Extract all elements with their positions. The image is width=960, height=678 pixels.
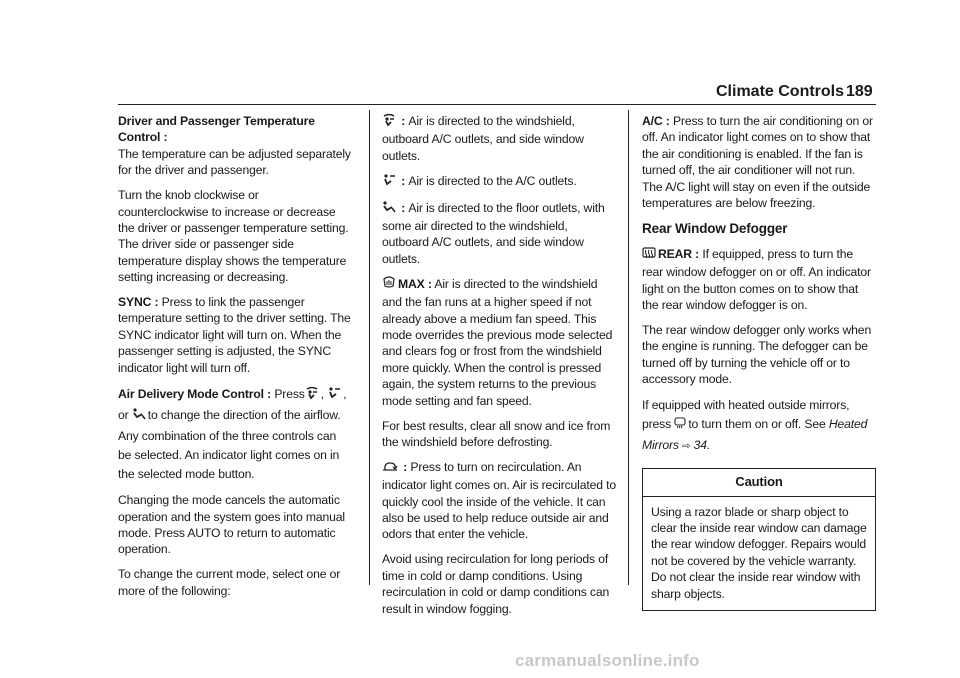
paragraph: For best results, clear all snow and ice from the windshield before defrosting. bbox=[382, 418, 611, 449]
caution-title: Caution bbox=[643, 469, 875, 496]
paragraph: The rear window defogger only works when the engine is running. The defogger can be turned off by turning the vehicle off or to accessory mode. bbox=[642, 322, 872, 387]
defrost-vent-mode-icon bbox=[305, 386, 319, 406]
paragraph: Driver and Passenger Temperature Control : The temperature can be adjusted separately for the driver and passenger. bbox=[118, 114, 351, 178]
cross-reference-link[interactable]: Heated Mirrors bbox=[642, 417, 868, 453]
paragraph: : Air is directed to the windshield, outboard A/C outlets, and side window outlets. bbox=[382, 114, 584, 163]
paragraph: : Air is directed to the floor outlets, with some air directed to the windshield, outboard A/C outlets, and side window outlets. bbox=[382, 200, 605, 266]
paragraph: Changing the mode cancels the automatic operation and the system goes into manual mode. Press AUTO to return to automatic operation. bbox=[118, 493, 345, 557]
paragraph: If equipped with heated outside mirrors, press to turn them on or off. See Heated Mirrors ⇨ 34. bbox=[642, 398, 868, 453]
column-divider bbox=[628, 110, 629, 585]
floor-mode-icon bbox=[132, 407, 146, 427]
recirculation-icon bbox=[382, 460, 398, 477]
section-title: Climate Controls bbox=[716, 83, 845, 100]
paragraph: MAX : Air is directed to the windshield and the fan runs at a higher speed if not already above a medium fan speed. This mode overrides the previous mode selected and clears fog or frost from the windshield more quickly. When the control is pressed again, the system returns to the previous mode setting and fan speed. bbox=[382, 276, 613, 408]
header-rule bbox=[118, 104, 876, 105]
watermark: carmanualsonline.info bbox=[515, 651, 700, 670]
column-3 bbox=[642, 113, 876, 611]
paragraph: A/C : Press to turn the air conditioning on or off. An indicator light comes on to show that the air conditioning is enabled. If the fan is turned off, the air conditioner will not run. The A/C light will stay on even if the outside temperatures are below freezing. bbox=[642, 114, 873, 211]
page-number: 189 bbox=[846, 83, 873, 100]
max-defrost-icon bbox=[382, 276, 396, 294]
panel-vent-mode-icon bbox=[327, 386, 341, 406]
paragraph: To change the current mode, select one or more of the following: bbox=[118, 567, 341, 598]
column-2 bbox=[382, 113, 616, 625]
caution-text: Using a razor blade or sharp object to clear the inside rear window can damage the rear window defogger. Repairs would not be covered by the vehicle warranty. Do not clear the inside rear window with sharp objects. bbox=[651, 504, 867, 601]
paragraph: : Air is directed to the A/C outlets. bbox=[382, 173, 616, 191]
floor-mode-icon bbox=[382, 200, 396, 218]
panel-vent-mode-icon bbox=[382, 173, 396, 191]
rear-defog-icon bbox=[642, 247, 656, 264]
paragraph: Air Delivery Mode Control : Press , , or to change the direction of the airflow. Any combination of the three controls can be selected. An indicator light comes on in the selected mode button. bbox=[118, 386, 347, 481]
page-ref-arrow-icon: ⇨ bbox=[682, 441, 691, 453]
heated-mirror-icon bbox=[674, 417, 686, 436]
paragraph: Turn the knob clockwise or counterclockwise to increase or decrease the driver or passenger temperature setting. The driver side or passenger side temperature display shows the temperature setting increasing or decreasing. bbox=[118, 188, 349, 285]
paragraph: : Press to turn on recirculation. An indicator light comes on. Air is recirculated to quickly cool the inside of the vehicle. It can also be used to help reduce outside air and odors that enter the vehicle. bbox=[382, 459, 616, 542]
section-heading: Rear Window Defogger bbox=[642, 221, 788, 237]
column-1 bbox=[118, 113, 352, 608]
paragraph: SYNC : Press to link the passenger temperature setting to the driver setting. The SYNC indicator light will turn on. When the passenger setting is adjusted, the SYNC indicator light will turn off. bbox=[118, 295, 351, 375]
paragraph: Avoid using recirculation for long periods of time in cold or damp conditions. Using recirculation in cold or damp conditions can result in window fogging. bbox=[382, 552, 610, 616]
caution-box bbox=[642, 468, 876, 611]
column-divider bbox=[369, 110, 370, 585]
paragraph: REAR : If equipped, press to turn the rear window defogger on or off. An indicator light on the button comes on to show that the rear window defogger is on. bbox=[642, 246, 871, 313]
defrost-vent-mode-icon bbox=[382, 113, 396, 131]
